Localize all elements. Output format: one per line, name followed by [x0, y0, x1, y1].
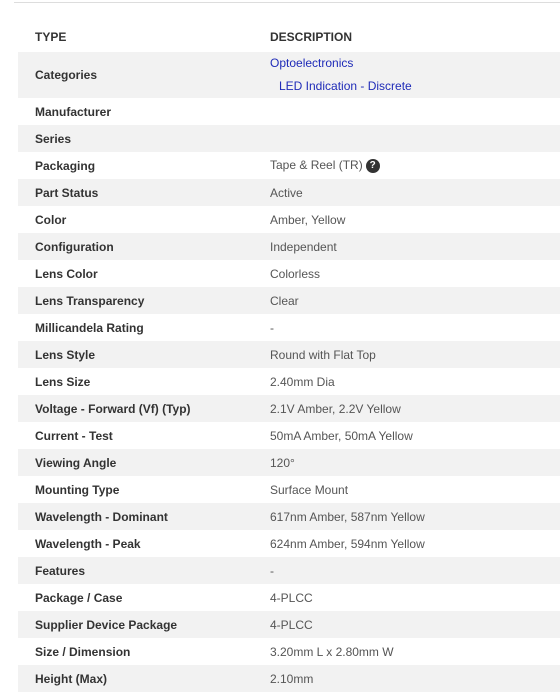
row-value: 624nm Amber, 594nm Yellow [270, 536, 425, 551]
row-label: Series [18, 125, 253, 152]
row-label: Lens Color [35, 266, 98, 281]
table-row [18, 503, 560, 530]
row-value [253, 98, 560, 125]
row-label: Mounting Type [35, 482, 120, 497]
row-label: Viewing Angle [18, 449, 253, 476]
table-row [18, 287, 560, 314]
top-divider [14, 2, 560, 3]
row-value: Colorless [270, 266, 321, 281]
category-link-led-indication[interactable]: LED Indication - Discrete [279, 79, 412, 93]
table-row [18, 179, 560, 206]
row-label: Package / Case [35, 590, 123, 605]
product-attributes-table [18, 21, 560, 692]
table-row [18, 530, 560, 557]
row-label: Wavelength - Dominant [18, 503, 253, 530]
row-label: Color [35, 212, 67, 227]
table-row [18, 449, 560, 476]
packaging-text: Tape & Reel (TR) [270, 158, 363, 173]
row-label: Manufacturer [35, 104, 112, 119]
row-value: Amber, Yellow [270, 212, 346, 227]
row-label: Packaging [35, 158, 96, 173]
row-label: Features [18, 557, 253, 584]
table-row-categories [18, 52, 560, 98]
row-value: Round with Flat Top [253, 341, 560, 368]
row-value: 3.20mm L x 2.80mm W [270, 644, 394, 659]
row-value: Independent [253, 233, 560, 260]
row-label: Millicandela Rating [35, 320, 144, 335]
row-value: 120° [253, 449, 560, 476]
row-label: Size / Dimension [35, 644, 131, 659]
row-value: Active [253, 179, 560, 206]
row-label: Current - Test [35, 428, 113, 443]
row-value: - [253, 557, 560, 584]
question-circle-icon[interactable]: ? [366, 159, 380, 173]
table-row [18, 314, 560, 341]
row-value: 2.1V Amber, 2.2V Yellow [253, 395, 560, 422]
row-value-packaging [253, 152, 560, 179]
row-label: Wavelength - Peak [35, 536, 141, 551]
row-value: Clear [253, 287, 560, 314]
header-description: DESCRIPTION [270, 29, 353, 44]
table-row [18, 557, 560, 584]
row-value: 2.40mm Dia [270, 374, 335, 389]
category-link-optoelectronics[interactable]: Optoelectronics [270, 56, 354, 70]
row-value [253, 125, 560, 152]
row-value-categories [253, 52, 560, 98]
row-label: Supplier Device Package [18, 611, 253, 638]
table-row [18, 233, 560, 260]
table-row [18, 665, 560, 692]
table-row [18, 584, 560, 611]
row-value: - [270, 320, 274, 335]
row-label: Lens Size [35, 374, 91, 389]
row-label-categories: Categories [18, 52, 253, 98]
row-value: 4-PLCC [253, 611, 560, 638]
row-value: 4-PLCC [270, 590, 313, 605]
row-label: Height (Max) [18, 665, 253, 692]
row-label: Voltage - Forward (Vf) (Typ) [18, 395, 253, 422]
table-row [18, 125, 560, 152]
table-row [18, 260, 560, 287]
row-value: Surface Mount [270, 482, 349, 497]
row-label: Part Status [18, 179, 253, 206]
table-row [18, 638, 560, 665]
table-row [18, 476, 560, 503]
table-row [18, 422, 560, 449]
table-row [18, 98, 560, 125]
row-label: Configuration [18, 233, 253, 260]
row-value: 50mA Amber, 50mA Yellow [270, 428, 413, 443]
table-row [18, 341, 560, 368]
table-row [18, 395, 560, 422]
row-value: 2.10mm [253, 665, 560, 692]
table-header-row [18, 21, 560, 52]
row-label: Lens Transparency [18, 287, 253, 314]
table-row [18, 611, 560, 638]
row-label: Lens Style [18, 341, 253, 368]
table-row [18, 206, 560, 233]
row-value: 617nm Amber, 587nm Yellow [253, 503, 560, 530]
header-type: TYPE [35, 29, 67, 44]
table-row [18, 368, 560, 395]
table-row [18, 152, 560, 179]
